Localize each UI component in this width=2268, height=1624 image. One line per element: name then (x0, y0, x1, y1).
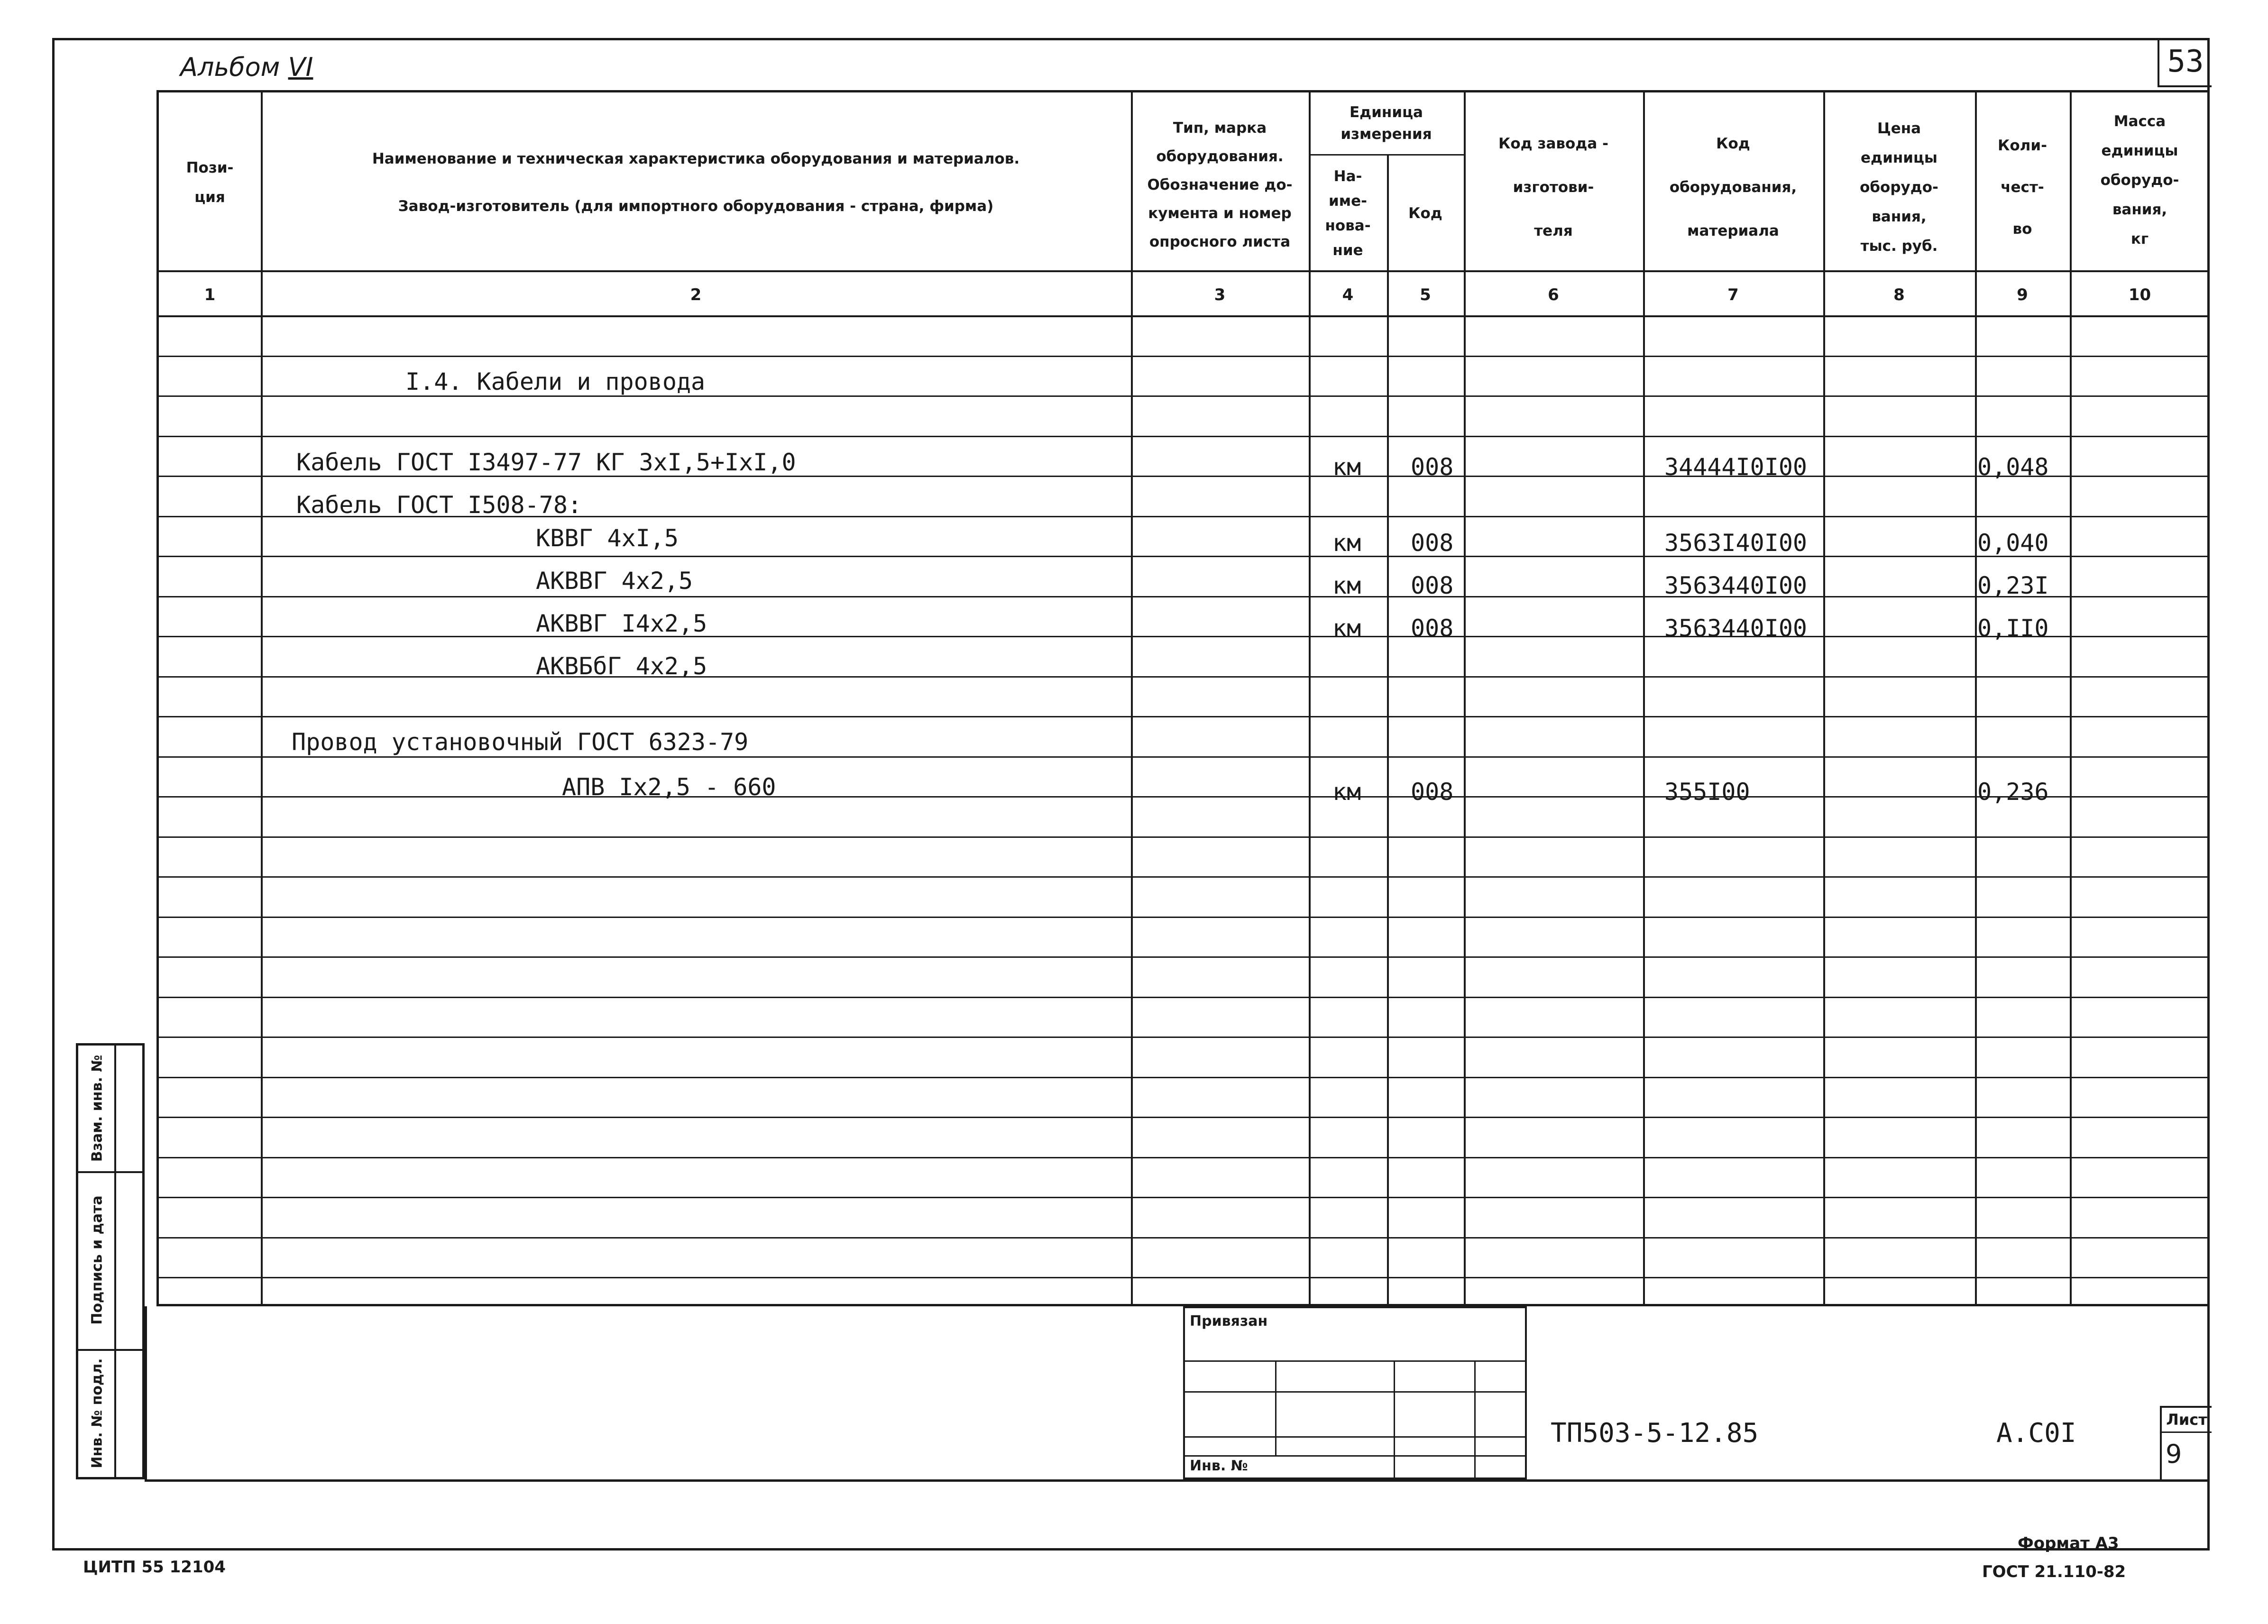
sheet-box (2160, 1406, 2212, 1481)
header-col6-line2: изготови- (1513, 179, 1594, 196)
header-col6 (1464, 116, 1643, 258)
header-col5-text: Код (1408, 205, 1442, 222)
row-4-code: 008 (1411, 572, 1454, 599)
header-col5 (1387, 159, 1464, 268)
row-rule-line (159, 1157, 2210, 1158)
sheet-value: 9 (2166, 1439, 2182, 1469)
header-col4 (1309, 159, 1387, 268)
header-col9 (1975, 116, 2070, 258)
footer-left-code: ЦИТП 55 12104 (83, 1558, 226, 1577)
row-4-name: АКВВГ 4x2,5 (536, 567, 693, 595)
side-label-signature-date-text: Подпись и дата (89, 1195, 106, 1325)
header-col2 (261, 135, 1131, 230)
row-rule-line (159, 596, 2210, 597)
unit-group-line (1309, 154, 1464, 156)
header-col7 (1643, 116, 1823, 258)
row-rule-line (159, 636, 2210, 637)
colnum-5: 5 (1420, 285, 1431, 304)
side-label-replace-inv (78, 1046, 116, 1171)
col-divider-4 (1387, 154, 1389, 1306)
sheet-number: 53 (2158, 38, 2212, 87)
album-label (180, 52, 313, 82)
sheet-label: Лист (2162, 1408, 2212, 1433)
colnum-9: 9 (2017, 285, 2028, 304)
header-col7-line3: материала (1687, 222, 1779, 239)
row-rule-line (159, 836, 2210, 838)
header-col8 (1823, 107, 1975, 268)
row-rule-line (159, 956, 2210, 958)
row-7-name: Провод установочный ГОСТ 6323-79 (292, 728, 749, 756)
row-8-name: АПВ Ix2,5 - 660 (562, 773, 776, 801)
header-col7-line2: оборудования, (1669, 179, 1797, 196)
tied-box (1183, 1306, 1527, 1479)
header-col9-line3: во (2012, 220, 2032, 238)
row-rule-line (159, 1277, 2210, 1278)
row-3-name: КВВГ 4xI,5 (536, 524, 679, 552)
header-bottom-line (159, 270, 2210, 272)
row-4-unit: км (1332, 572, 1361, 599)
header-col6-line1: Код завода - (1498, 135, 1608, 152)
header-unit-line2: измерения (1341, 126, 1432, 143)
colnum-10: 10 (2128, 285, 2151, 304)
row-rule-line (159, 436, 2210, 437)
header-col1-line2: ция (194, 189, 225, 206)
row-1-unit: км (1332, 453, 1361, 481)
header-col10 (2070, 102, 2210, 258)
row-5-name: АКВВГ I4x2,5 (536, 610, 707, 637)
row-8-qty: 0,236 (1977, 778, 2049, 806)
row-1-name: Кабель ГОСТ I3497-77 КГ 3xI,5+IxI,0 (296, 449, 796, 476)
specification-table (156, 90, 2210, 1306)
row-rule-line (159, 997, 2210, 998)
title-block (145, 1306, 2210, 1482)
row-rule-line (159, 676, 2210, 678)
header-col9-line1: Коли- (1998, 137, 2047, 154)
header-col6-line3: теля (1534, 222, 1573, 239)
row-2-name: Кабель ГОСТ I508-78: (296, 491, 582, 519)
frame-left-line (52, 38, 55, 1551)
header-col1-line1: Пози- (186, 159, 234, 176)
header-col4-line1: На- (1333, 168, 1362, 185)
header-col10-line4: вания, (2112, 201, 2167, 218)
row-rule-line (159, 1117, 2210, 1118)
side-label-replace-inv-text: Взам. инв. № (89, 1055, 106, 1162)
header-col7-line1: Код (1716, 135, 1750, 152)
row-6-name: АКВБбГ 4x2,5 (536, 652, 707, 680)
row-8-unit: км (1332, 778, 1361, 806)
header-col9-line2: чест- (2001, 179, 2044, 196)
frame-bottom-line (52, 1548, 2210, 1551)
tied-vline-2 (1394, 1360, 1395, 1481)
header-col8-line5: тыс. руб. (1860, 238, 1938, 255)
row-rule-line (159, 1077, 2210, 1078)
row-3-code: 008 (1411, 529, 1454, 557)
header-unit-line1: Единица (1350, 104, 1423, 121)
header-col10-line3: оборудо- (2100, 172, 2179, 189)
colnum-2: 2 (690, 285, 702, 304)
header-col3-line5: опросного листа (1149, 233, 1291, 250)
inv-no-label: Инв. № (1190, 1458, 1248, 1474)
header-col1 (159, 135, 261, 230)
row-3-equip-code: 3563I40I00 (1664, 529, 1808, 557)
header-col3-line1: Тип, марка (1173, 119, 1267, 137)
row-rule-line (159, 1037, 2210, 1038)
row-4-qty: 0,23I (1977, 572, 2049, 599)
tied-vline-1 (1275, 1360, 1276, 1455)
header-col4-line2: име- (1329, 193, 1367, 210)
header-col3-line3: Обозначение до- (1147, 176, 1293, 193)
side-label-signature-date (78, 1171, 116, 1349)
row-5-qty: 0,II0 (1977, 615, 2049, 642)
row-3-unit: км (1332, 529, 1361, 557)
side-stamp (76, 1043, 145, 1479)
row-5-equip-code: 3563440I00 (1664, 615, 1808, 642)
row-1-qty: 0,048 (1977, 453, 2049, 481)
header-col3-line2: оборудования. (1156, 148, 1284, 165)
row-3-qty: 0,040 (1977, 529, 2049, 557)
row-1-equip-code: 34444I0I00 (1664, 453, 1808, 481)
row-rule-line (159, 917, 2210, 918)
row-rule-line (159, 556, 2210, 557)
header-unit-group (1309, 95, 1464, 152)
header-col2-line1: Наименование и техническая характеристика оборудования и материалов. (372, 150, 1020, 167)
colnum-8: 8 (1893, 285, 1905, 304)
colnum-4: 4 (1342, 285, 1354, 304)
album-word: Альбом (180, 52, 280, 82)
header-col3 (1131, 104, 1309, 266)
colnum-1: 1 (204, 285, 216, 304)
header-col10-line2: единицы (2101, 142, 2178, 159)
footer-gost: ГОСТ 21.110-82 (1982, 1562, 2126, 1581)
header-col8-line2: единицы (1861, 149, 1937, 166)
document-code: ТП503-5-12.85 (1551, 1418, 1759, 1449)
footer-format: Формат А3 (2018, 1534, 2119, 1553)
row-rule-line (159, 876, 2210, 878)
side-label-original-inv (78, 1349, 116, 1477)
header-col3-line4: кумента и номер (1148, 205, 1292, 222)
tied-label: Привязан (1190, 1313, 1268, 1330)
row-4-equip-code: 3563440I00 (1664, 572, 1808, 599)
sheet-code: А.С0I (1996, 1418, 2076, 1449)
section-title: I.4. Кабели и провода (405, 368, 706, 395)
colnum-3: 3 (1214, 285, 1226, 304)
colnum-6: 6 (1548, 285, 1559, 304)
header-col10-line1: Масса (2113, 113, 2166, 130)
row-1-code: 008 (1411, 453, 1454, 481)
header-col8-line3: оборудо- (1860, 179, 1938, 196)
header-col2-line2: Завод-изготовитель (для импортного оборудования - страна, фирма) (398, 198, 994, 215)
tied-vline-3 (1474, 1360, 1476, 1481)
row-8-code: 008 (1411, 778, 1454, 806)
row-rule-line (159, 1197, 2210, 1198)
album-number: VI (288, 52, 313, 82)
header-col4-line4: ние (1332, 242, 1363, 259)
row-rule-line (159, 356, 2210, 357)
header-col8-line1: Цена (1877, 120, 1921, 137)
row-8-equip-code: 355I00 (1664, 778, 1750, 806)
row-rule-line (159, 716, 2210, 717)
row-5-unit: км (1332, 615, 1361, 642)
row-rule-line (159, 1237, 2210, 1239)
header-col10-line5: кг (2130, 230, 2149, 248)
row-5-code: 008 (1411, 615, 1454, 642)
header-col8-line4: вания, (1872, 208, 1927, 225)
side-label-original-inv-text: Инв. № подл. (89, 1358, 106, 1468)
colnum-7: 7 (1727, 285, 1739, 304)
row-rule-line (159, 796, 2210, 798)
header-col4-line3: нова- (1325, 217, 1371, 234)
